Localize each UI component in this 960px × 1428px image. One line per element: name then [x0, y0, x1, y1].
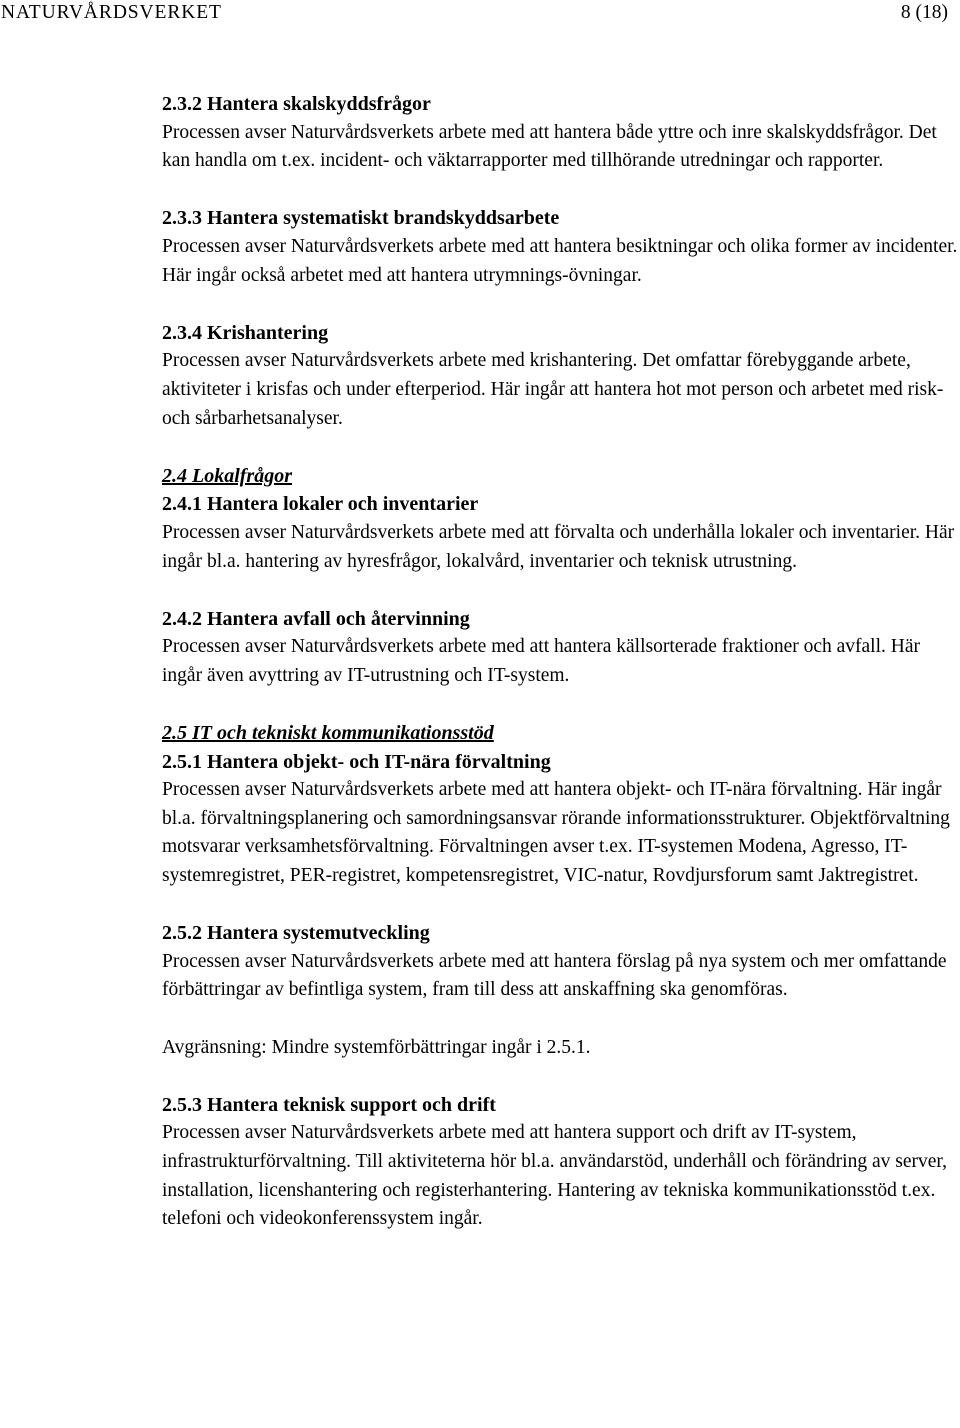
section-2-5-3 [162, 1091, 960, 1234]
section-paragraph: Processen avser Naturvårdsverkets arbete med att hantera besiktningar och olika former av incidenter. Här ingår också arbetet med att hantera utrymnings-övningar. [162, 235, 958, 286]
section-paragraph: Processen avser Naturvårdsverkets arbete med krishantering. Det omfattar förebyggande arbete, aktiviteter i krisfas och under efterperiod. Här ingår att hantera hot mot person och arbetet med risk- och sårbarhetsanalyser. [162, 350, 944, 429]
section-heading: 2.5.2 Hantera systemutveckling [162, 922, 430, 945]
section-2-4-1 [162, 490, 960, 576]
section-2-5-2 [162, 919, 960, 1062]
page-number: 8 (18) [900, 2, 948, 23]
section-heading: 2.4.1 Hantera lokaler och inventarier [162, 493, 479, 516]
chapter-heading-lokalfragor: 2.4 Lokalfrågor [162, 464, 292, 487]
section-2-3-2 [162, 90, 960, 176]
section-2-3-4 [162, 319, 960, 433]
section-heading: 2.3.3 Hantera systematiskt brandskyddsarbete [162, 207, 560, 230]
section-heading: 2.3.2 Hantera skalskyddsfrågor [162, 93, 431, 115]
document-body [162, 90, 960, 1234]
section-heading: 2.3.4 Krishantering [162, 321, 329, 344]
section-paragraph: Processen avser Naturvårdsverkets arbete med att hantera förslag på nya system och mer omfattande förbättringar av befintliga system, fram till dess att anskaffning ska genomföras. [162, 950, 947, 1001]
section-paragraph: Processen avser Naturvårdsverkets arbete med att hantera källsorterade fraktioner och avfall. Här ingår även avyttring av IT-utrustning och IT-system. [162, 636, 920, 686]
section-paragraph: Processen avser Naturvårdsverkets arbete med att hantera support och drift av IT-system, infrastrukturförvaltning. Till aktiviteterna hör bl.a. användarstöd, underhåll och förändring av server, installation, licenshantering och registerhantering. Hantering av tekniska kommunikationsstöd t.ex. telefoni och videokonferenssystem ingår. [162, 1122, 947, 1230]
section-paragraph: Processen avser Naturvårdsverkets arbete med att hantera både yttre och inre skalskyddsfrågor. Det kan handla om t.ex. incident- och väktarrapporter med tillhörande utredningar och rapporter. [162, 121, 937, 172]
chapter-heading-it: 2.5 IT och tekniskt kommunikationsstöd [162, 722, 494, 745]
section-paragraph: Processen avser Naturvårdsverkets arbete med att hantera objekt- och IT-nära förvaltning. Här ingår bl.a. förvaltningsplanering och samordningsansvar rörande informationsstrukturer. Objektförvaltning motsvarar verksamhetsförvaltning. Förvaltningen avser t.ex. IT-systemen Modena, Agresso, IT-systemregistret, PER-registret, kompetensregistret, VIC-natur, Rovdjursforum samt Jaktregistret. [162, 779, 950, 887]
section-2-3-3 [162, 204, 960, 290]
section-2-4-2 [162, 605, 960, 691]
section-paragraph: Processen avser Naturvårdsverkets arbete med att förvalta och underhålla lokaler och inventarier. Här ingår bl.a. hantering av hyresfrågor, lokalvård, inventarier och teknisk utrustning. [162, 521, 955, 572]
section-heading: 2.4.2 Hantera avfall och återvinning [162, 607, 470, 630]
section-2-5-1 [162, 748, 960, 891]
section-heading: 2.5.1 Hantera objekt- och IT-nära förvaltning [162, 750, 551, 773]
section-heading: 2.5.3 Hantera teknisk support och drift [162, 1093, 496, 1116]
organization-name: NATURVÅRDSVERKET [1, 2, 222, 23]
section-paragraph-delimitation: Avgränsning: Mindre systemförbättringar ingår i 2.5.1. [162, 1036, 591, 1058]
page-header [0, 0, 960, 28]
